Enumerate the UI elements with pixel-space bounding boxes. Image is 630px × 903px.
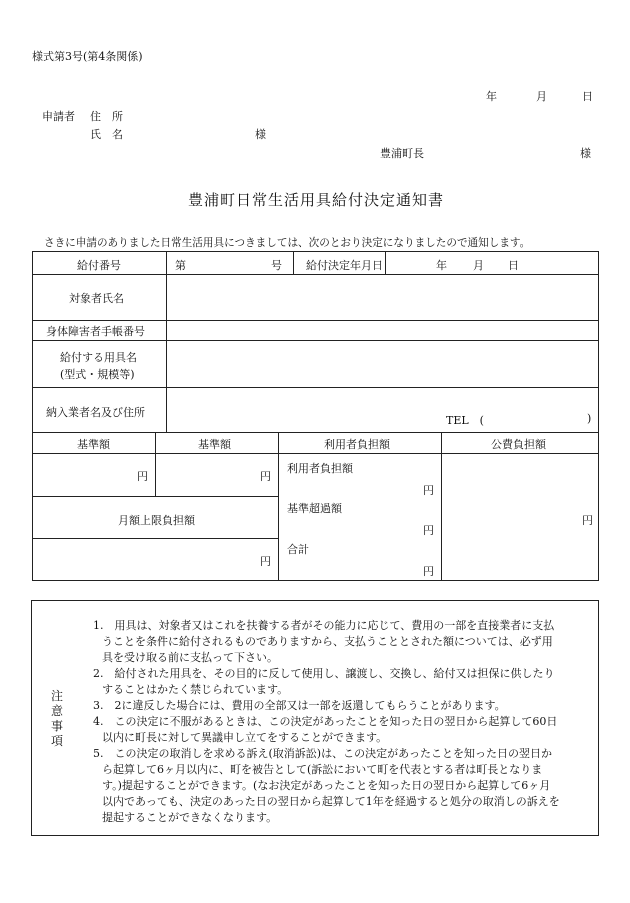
total-yen: 円: [423, 565, 434, 578]
note-line: 2. 給付された用具を、その目的に反して使用し、譲渡し、交換し、給付又は担保に供したり: [93, 667, 555, 680]
grant-number-go: 号: [271, 259, 282, 272]
vendor-label: 納入業者名及び住所: [46, 406, 145, 419]
note-line: 5. この決定の取消しを求める訴え(取消訴訟)は、この決定があったことを知った日の翌日か: [93, 747, 552, 760]
mayor-label: 豊浦町長: [380, 147, 424, 160]
user-burden-yen: 円: [423, 484, 434, 497]
decision-day: 日: [508, 259, 519, 272]
decision-year: 年: [436, 259, 447, 272]
header-year: 年: [486, 90, 497, 103]
total-label: 合計: [287, 543, 309, 556]
over-base-label: 基準超過額: [287, 502, 342, 515]
name-label: 氏 名: [90, 128, 123, 141]
intro-text: さきに申請のありました日常生活用具につきましては、次のとおり決定になりましたので通知します。: [44, 237, 531, 249]
note-line: 以内であっても、決定のあった日の翌日から起算して1年を経過すると処分の取消しの訴えを: [102, 795, 560, 808]
note-line: うことを条件に給付されるものでありますから、支払うこととされた額については、必ず用: [102, 635, 553, 648]
mayor-sama: 様: [580, 147, 591, 160]
decision-date-label: 給付決定年月日: [306, 259, 383, 272]
note-line: 以内に町長に対して異議申し立てをすることができます。: [102, 731, 388, 744]
item-spec-label: (型式・規模等): [60, 368, 135, 381]
note-line: 4. この決定に不服があるときは、この決定があったことを知った日の翌日から起算して60日: [93, 715, 558, 728]
monthly-cap-yen: 円: [260, 555, 271, 568]
address-label: 住 所: [90, 110, 123, 123]
note-line: 3. 2に違反した場合には、費用の全部又は一部を返還してもらうことがあります。: [93, 699, 506, 712]
note-line: 提起することができなくなります。: [102, 811, 278, 824]
page-title: 豊浦町日常生活用具給付決定通知書: [188, 191, 445, 209]
decision-table: [32, 251, 599, 581]
grant-number-dai: 第: [175, 259, 186, 272]
handbook-number-label: 身体障害者手帳番号: [46, 325, 145, 338]
public-burden-yen: 円: [582, 514, 593, 527]
item-name-label: 給付する用具名: [60, 351, 137, 364]
note-line: することはかたく禁じられています。: [102, 683, 289, 696]
decision-month: 月: [473, 259, 484, 272]
applicant-sama: 様: [255, 128, 266, 141]
header-day: 日: [582, 90, 593, 103]
note-line: ら起算して6ヶ月以内に、町を被告として(訴訟において町を代表とする者は町長となりま: [102, 763, 543, 776]
base-amount-header-2: 基準額: [198, 438, 231, 451]
grant-number-label: 給付番号: [77, 259, 121, 272]
note-line: す。)提起することができます。(なお決定があったことを知った日の翌日から起算して6ヶ月: [102, 779, 551, 792]
base-amount-header-1: 基準額: [77, 438, 110, 451]
note-line: 具を受け取る前に支払って下さい。: [102, 651, 278, 664]
public-burden-header: 公費負担額: [491, 438, 546, 451]
base-amount-1-yen: 円: [137, 470, 148, 483]
tel-close: ): [587, 412, 592, 425]
base-amount-2-yen: 円: [260, 470, 271, 483]
note-line: 1. 用具は、対象者又はこれを扶養する者がその能力に応じて、費用の一部を直接業者に支払: [93, 619, 555, 632]
form-number: 様式第3号(第4条関係): [32, 50, 143, 63]
header-month: 月: [536, 90, 547, 103]
applicant-label: 申請者: [42, 110, 75, 123]
over-base-yen: 円: [423, 524, 434, 537]
notes-box: [31, 600, 599, 836]
user-burden-header: 利用者負担額: [324, 438, 390, 451]
user-burden-label: 利用者負担額: [287, 462, 353, 475]
monthly-cap-label: 月額上限負担額: [118, 514, 195, 527]
subject-name-label: 対象者氏名: [69, 292, 124, 305]
notes-heading: 注 意 事 項: [50, 689, 63, 748]
tel-label: TEL (: [446, 414, 484, 427]
